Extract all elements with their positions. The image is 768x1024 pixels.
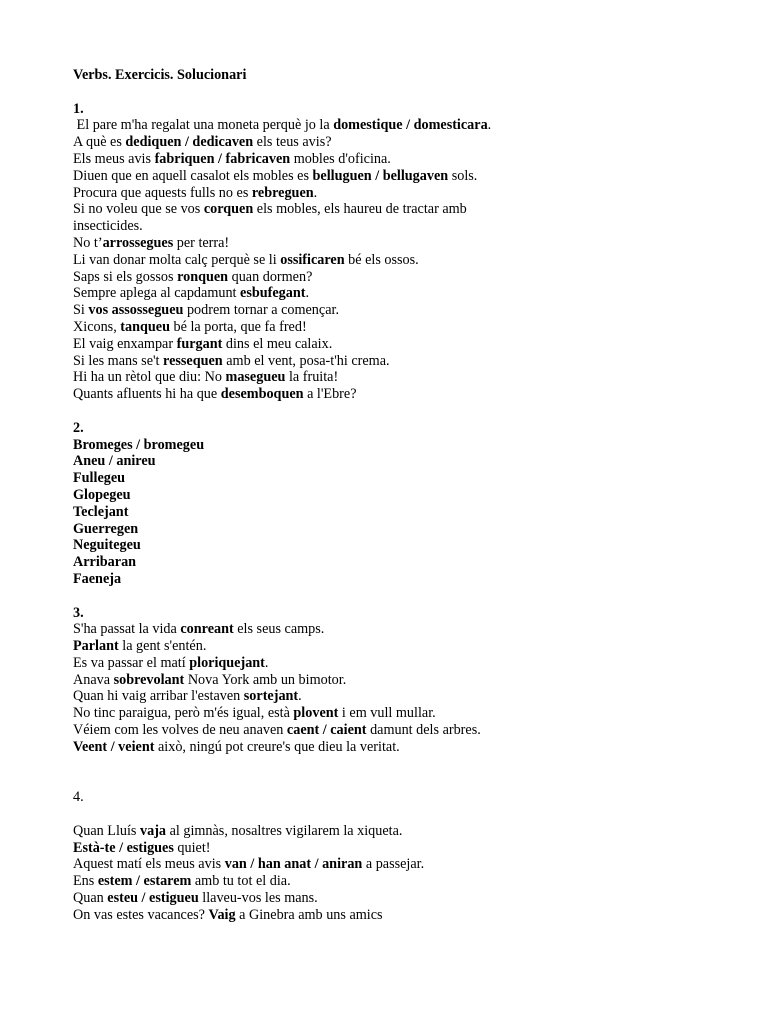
text-line (73, 840, 733, 857)
text-line (73, 235, 733, 252)
sentence-text: Quan Lluís (73, 822, 140, 839)
text-line (73, 873, 733, 890)
answer-text: esteu / estigueu (107, 890, 199, 907)
text-line (73, 185, 733, 202)
answer-text: Fullegeu (73, 470, 126, 487)
answer-text: Guerregen (73, 520, 139, 537)
answer-text: plovent (293, 705, 339, 722)
sentence-text: Nova York amb un bimotor. (184, 671, 347, 688)
answer-text: ressequen (163, 352, 223, 369)
sentence-text: quan dormen? (228, 268, 313, 285)
answer-text: belluguen / bellugaven (312, 167, 449, 184)
text-line (73, 134, 733, 151)
sentence-text: i em vull mullar. (338, 705, 436, 722)
sentence-text: bé els ossos. (344, 251, 419, 268)
sentence-text: per terra! (173, 234, 230, 251)
sentence-text: mobles d'oficina. (290, 150, 391, 167)
sentence-text: els seus camps. (233, 621, 325, 638)
text-line (73, 386, 733, 403)
text-line (73, 571, 733, 588)
text-line (73, 369, 733, 386)
text-line (73, 269, 733, 286)
section-number-text: 1. (73, 100, 84, 117)
text-line (73, 252, 733, 269)
sentence-text: On vas estes vacances? (73, 906, 209, 923)
exercise-section-4 (73, 789, 733, 923)
section-number-text: 2. (73, 419, 84, 436)
spacer (73, 756, 733, 773)
answer-text: Faeneja (73, 570, 122, 587)
sentence-text: quiet! (173, 839, 211, 856)
text-line (73, 302, 733, 319)
sentence-text: No tinc paraigua, però m'és igual, està (73, 705, 294, 722)
answer-text: dediquen / dedicaven (125, 134, 254, 151)
sentence-text: Els meus avis (73, 150, 155, 167)
answer-text: vaja (140, 822, 167, 839)
text-line (73, 739, 733, 756)
exercise-section-1 (73, 101, 733, 403)
answer-text: Arribaran (73, 554, 137, 571)
sentence-text: Quan (73, 890, 108, 907)
sentence-text: la fruita! (285, 369, 339, 386)
exercise-section-3 (73, 605, 733, 756)
sentence-text: S'ha passat la vida (73, 621, 181, 638)
answer-text: Veent / veient (73, 738, 155, 755)
answer-text: domestique / domesticara (333, 117, 488, 134)
answer-text: corquen (203, 201, 254, 218)
spacer (73, 588, 733, 605)
sentence-text: a Ginebra amb uns amics (235, 906, 383, 923)
answer-text: conreant (180, 621, 234, 638)
sentence-text: Li van donar molta calç perquè se li (73, 251, 281, 268)
sentence-text: Si (73, 302, 89, 319)
sentence-text: . (298, 688, 302, 705)
text-line (73, 487, 733, 504)
sentence-text: . (313, 184, 318, 201)
answer-text: Parlant (73, 638, 119, 655)
sentence-text: dins el meu calaix. (222, 335, 333, 352)
sentence-text: amb tu tot el dia. (191, 873, 291, 890)
answer-text: van / han anat / aniran (224, 856, 363, 873)
answer-text: sortejant (243, 688, 299, 705)
answer-text: tanqueu (120, 318, 170, 335)
answer-text: caent / caient (286, 722, 367, 739)
sentence-text: Saps si els gossos (73, 268, 178, 285)
spacer (73, 772, 733, 789)
text-line (73, 655, 733, 672)
text-line (73, 285, 733, 302)
section-number (73, 605, 733, 622)
text-line (73, 201, 733, 218)
answer-text: ploriquejant (189, 654, 265, 671)
text-line (73, 722, 733, 739)
sentence-text: insecticides. (73, 218, 143, 235)
text-line (73, 890, 733, 907)
sentence-text: això, ningú pot creure's que dieu la veritat. (154, 738, 400, 755)
answer-text: Està-te / estigues (73, 839, 174, 856)
sentence-text: Procura que aquests fulls no es (73, 184, 252, 201)
text-line (73, 705, 733, 722)
text-line (73, 537, 733, 554)
sentence-text: Anava (73, 671, 114, 688)
spacer (73, 806, 733, 823)
document-title: Verbs. Exercicis. Solucionari (73, 67, 247, 83)
text-line (73, 672, 733, 689)
text-line (73, 168, 733, 185)
text-line (73, 521, 733, 538)
text-line (73, 117, 733, 134)
text-line (73, 621, 733, 638)
answer-text: rebreguen (251, 184, 314, 201)
text-line (73, 437, 733, 454)
answer-text: vos assossegueu (88, 302, 184, 319)
sentence-text: podrem tornar a començar. (183, 302, 339, 319)
sentence-text: Xicons, (73, 318, 121, 335)
sentence-text: damunt dels arbres. (366, 722, 481, 739)
sentence-text: a passejar. (362, 856, 425, 873)
answer-text: desemboquen (220, 386, 304, 403)
spacer (73, 403, 733, 420)
answer-text: furgant (176, 335, 223, 352)
sentence-text: al gimnàs, nosaltres vigilarem la xiqueta. (166, 822, 403, 839)
section-number (73, 101, 733, 118)
answer-text: masegueu (225, 369, 286, 386)
text-line (73, 470, 733, 487)
sentence-text: els teus avis? (253, 134, 332, 151)
sentence-text: Sempre aplega al capdamunt (73, 285, 241, 302)
answer-text: ronquen (177, 268, 229, 285)
answer-text: estem / estarem (97, 873, 192, 890)
sentence-text: Si les mans se't (73, 352, 164, 369)
sentence-text: Aquest matí els meus avis (73, 856, 225, 873)
answer-text: esbufegant (240, 285, 306, 302)
sentence-text: amb el vent, posa-t'hi crema. (222, 352, 390, 369)
answer-text: fabriquen / fabricaven (154, 150, 291, 167)
text-line (73, 638, 733, 655)
section-number (73, 789, 733, 806)
text-line (73, 504, 733, 521)
sentence-text: Hi ha un rètol que diu: No (73, 369, 226, 386)
sentence-text: . (264, 654, 269, 671)
answer-text: Vaig (208, 906, 236, 923)
exercise-section-2 (73, 420, 733, 588)
section-number-text: 4. (73, 789, 84, 806)
text-line (73, 907, 733, 924)
sentence-text: No t’ (73, 234, 103, 251)
section-number (73, 420, 733, 437)
sentence-text: a l'Ebre? (303, 386, 357, 403)
text-line (73, 218, 733, 235)
text-line (73, 453, 733, 470)
sentence-text: . (305, 285, 310, 302)
answer-text: Aneu / anireu (73, 453, 156, 470)
sentence-text: A què es (73, 134, 126, 151)
text-line (73, 856, 733, 873)
text-line (73, 336, 733, 353)
sentence-text: El pare m'ha regalat una moneta perquè jo la (73, 117, 334, 134)
sentence-text: Diuen que en aquell casalot els mobles es (73, 167, 313, 184)
answer-text: Neguitegeu (73, 537, 141, 554)
sentence-text: El vaig enxampar (73, 335, 177, 352)
spacer (73, 84, 733, 101)
sentence-text: Véiem com les volves de neu anaven (73, 722, 287, 739)
text-line (73, 353, 733, 370)
sentence-text: Quan hi vaig arribar l'estaven (73, 688, 244, 705)
sentence-text: llaveu-vos les mans. (198, 890, 318, 907)
section-number-text: 3. (73, 604, 84, 621)
text-line (73, 554, 733, 571)
answer-text: ossificaren (280, 251, 345, 268)
sentence-text: bé la porta, que fa fred! (169, 318, 307, 335)
sentence-text: la gent s'entén. (118, 638, 207, 655)
text-line (73, 823, 733, 840)
sentence-text: Quants afluents hi ha que (73, 386, 221, 403)
sentence-text: Ens (73, 873, 98, 890)
text-line (73, 688, 733, 705)
sentence-text: Es va passar el matí (73, 654, 190, 671)
answer-text: Bromeges / bromegeu (73, 436, 205, 453)
document-page (73, 67, 733, 924)
answer-text: arrossegues (102, 234, 174, 251)
text-line (73, 319, 733, 336)
sentence-text: sols. (448, 167, 478, 184)
sentence-text: els mobles, els haureu de tractar amb (253, 201, 467, 218)
answer-text: Glopegeu (73, 486, 131, 503)
answer-text: Teclejant (73, 503, 129, 520)
answer-text: sobrevolant (113, 671, 185, 688)
text-line (73, 151, 733, 168)
sentence-text: Si no voleu que se vos (73, 201, 204, 218)
sentence-text: . (487, 117, 492, 134)
